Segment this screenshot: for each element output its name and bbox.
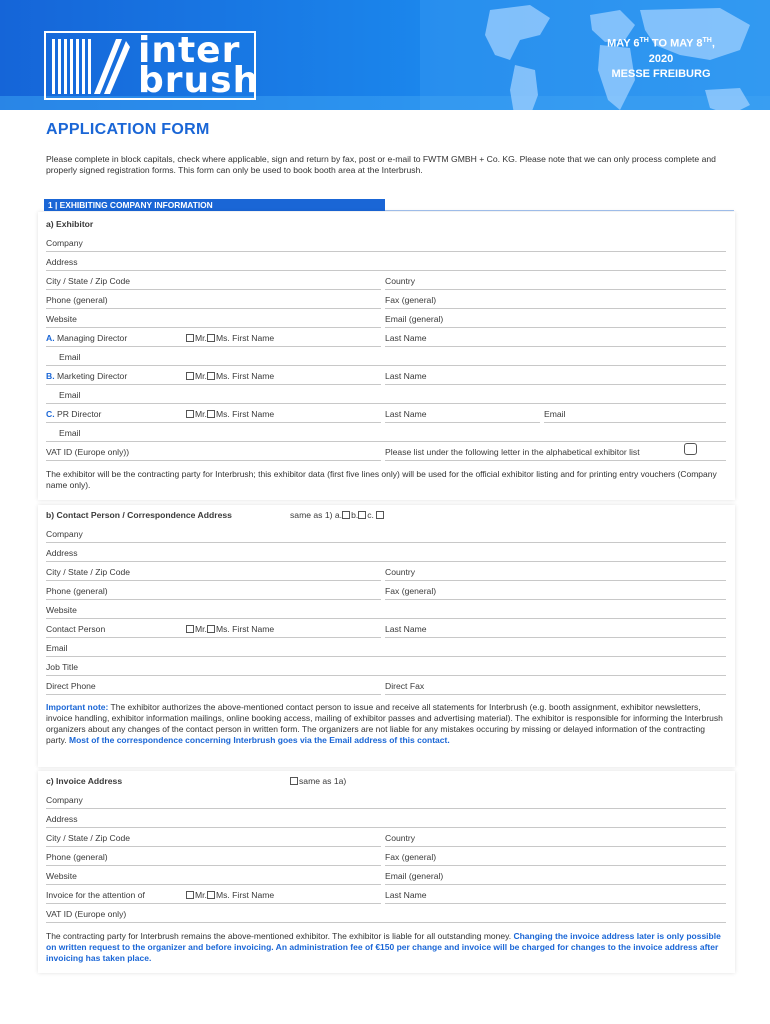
section-divider [44,210,734,211]
contact-person-salutation [186,624,274,634]
managing-director-last-name-label: Last Name [385,333,427,343]
marketing-director-first-name-field[interactable] [46,384,381,385]
invoice-address-label: Address [46,814,78,824]
marketing-director-label [46,371,127,381]
role-marketing-director: Marketing Director [56,371,128,381]
marketing-director-salutation [186,371,274,381]
managing-director-salutation [186,333,274,343]
invoice-company-label: Company [46,795,83,805]
contact-country-label: Country [385,567,416,577]
contact-job-title-field[interactable] [46,675,726,676]
invoice-same-as-label: same as 1a) [299,776,347,786]
invoice-fax-field[interactable] [385,865,726,866]
pr-director-email-field[interactable] [46,441,726,442]
pr-director-email-right-field[interactable] [544,422,726,423]
contact-company-label: Company [46,529,83,539]
mr-checkbox[interactable] [186,625,194,633]
pr-director-last-name-label: Last Name [385,409,427,419]
invoice-note-text: The contracting party for Interbrush remains the above-mentioned exhibitor. The exhibitor is liable for all outstanding money. [46,931,514,941]
contact-country-field[interactable] [385,580,726,581]
invoice-last-name-label: Last Name [385,890,427,900]
contact-email-label: Email [46,643,68,653]
exhibitor-vat-field[interactable] [46,460,381,461]
ms-checkbox[interactable] [207,410,215,418]
exhibitor-address-field[interactable] [46,270,726,271]
managing-director-email-label: Email [59,352,81,362]
contact-last-name-field[interactable] [385,637,726,638]
invoice-note [46,931,726,964]
pr-director-first-name-field[interactable] [46,422,381,423]
contact-address-label: Address [46,548,78,558]
exhibitor-country-label: Country [385,276,416,286]
first-name-label: Ms. First Name [215,333,275,343]
invoice-note-emphasis: Changing the invoice address later is only possible on written request to the organizer and before invoicing. An administration fee of €150 per change and invoice will be charged for changes to the invoice address after invoicing has taken place. [46,931,721,963]
managing-director-first-name-field[interactable] [46,346,381,347]
exhibitor-heading: a) Exhibitor [46,219,94,229]
first-name-label: Ms. First Name [215,409,275,419]
invoice-vat-field[interactable] [46,922,726,923]
same-as-b-checkbox[interactable] [358,511,366,519]
exhibitor-email-general-field[interactable] [385,327,726,328]
exhibitor-fax-label: Fax (general) [385,295,437,305]
exhibitor-website-field[interactable] [46,327,381,328]
ms-checkbox[interactable] [207,891,215,899]
marketing-director-email-label: Email [59,390,81,400]
contact-website-field[interactable] [46,618,726,619]
option-b-label: b. [351,510,359,520]
header-banner [0,0,770,110]
marketing-director-last-name-field[interactable] [385,384,726,385]
contact-website-label: Website [46,605,77,615]
invoice-city-field[interactable] [46,846,381,847]
invoice-heading: c) Invoice Address [46,776,123,786]
contact-email-field[interactable] [46,656,726,657]
exhibitor-city-label: City / State / Zip Code [46,276,131,286]
role-managing-director: Managing Director [56,333,128,343]
contact-company-field[interactable] [46,542,726,543]
invoice-fax-label: Fax (general) [385,852,437,862]
contact-city-label: City / State / Zip Code [46,567,131,577]
pr-director-label [46,409,101,419]
letter-a: A. [46,333,55,343]
exhibitor-phone-label: Phone (general) [46,295,108,305]
contact-last-name-label: Last Name [385,624,427,634]
marketing-director-last-name-label: Last Name [385,371,427,381]
ms-checkbox[interactable] [207,372,215,380]
logo-stripes-icon [52,39,132,94]
invoice-company-field[interactable] [46,808,726,809]
ms-checkbox[interactable] [207,334,215,342]
mr-label: Mr. [195,890,207,900]
alphabetical-list-label: Please list under the following letter in the alphabetical exhibitor list [385,447,640,457]
exhibitor-address-label: Address [46,257,78,267]
form-intro: Please complete in block capitals, check where applicable, sign and return by fax, post or e-mail to FWTM GMBH + Co. KG. Please note that we can only process complete and properly signed registration forms. This form can only be used to book booth area at the Interbrush. [46,154,716,175]
contact-direct-phone-field[interactable] [46,694,381,695]
exhibitor-company-label: Company [46,238,83,248]
event-venue: MESSE FREIBURG [611,67,711,80]
contact-fax-field[interactable] [385,599,726,600]
same-as-c-checkbox[interactable] [376,511,384,519]
contact-important-note [46,702,726,746]
contact-direct-fax-label: Direct Fax [385,681,425,691]
invoice-address-field[interactable] [46,827,726,828]
invoice-phone-label: Phone (general) [46,852,108,862]
mr-label: Mr. [195,624,207,634]
invoice-country-field[interactable] [385,846,726,847]
exhibitor-company-field[interactable] [46,251,726,252]
managing-director-last-name-field[interactable] [385,346,726,347]
invoice-website-label: Website [46,871,77,881]
contact-person-label: Contact Person [46,624,106,634]
contact-first-name-field[interactable] [46,637,381,638]
managing-director-email-field[interactable] [46,365,726,366]
role-pr-director: PR Director [56,409,102,419]
alphabet-letter-input[interactable] [684,443,697,455]
mr-checkbox[interactable] [186,891,194,899]
contact-direct-phone-label: Direct Phone [46,681,96,691]
event-dates [594,33,728,67]
mr-label: Mr. [195,333,207,343]
mr-checkbox[interactable] [186,410,194,418]
alphabet-divider [385,460,726,461]
date-start-suffix: TH [639,37,649,44]
invoice-same-as-checkbox[interactable] [290,777,298,785]
exhibitor-email-general-label: Email (general) [385,314,444,324]
logo-word-brush: brush [138,60,260,101]
date-end-suffix: TH [702,37,712,44]
mr-label: Mr. [195,409,207,419]
contact-fax-label: Fax (general) [385,586,437,596]
same-as-a-checkbox[interactable] [342,511,350,519]
note-emphasis: Most of the correspondence concerning Interbrush goes via the Email address of this contact. [69,735,450,745]
invoice-email-general-field[interactable] [385,884,726,885]
letter-c: C. [46,409,55,419]
invoice-website-field[interactable] [46,884,381,885]
exhibitor-country-field[interactable] [385,289,726,290]
contact-same-as [290,510,385,520]
date-end: TO MAY 8 [648,37,703,50]
exhibitor-vat-label: VAT ID (Europe only)) [46,447,130,457]
invoice-city-label: City / State / Zip Code [46,833,131,843]
invoice-phone-field[interactable] [46,865,381,866]
note-label: Important note: [46,702,109,712]
note-text: The exhibitor authorizes the above-mentioned contact person to issue and receive all statements for Interbrush (e.g. booth assignment, exhibitor newsletters, invoice handling, exhibitor information mailings, online booking access, mailing of exhibitor passes and advertising material). The exhibitor is responsible for informing the Interbrush organizers about any changes of the contact person in written form. The organizers are not liable for any mistakes occuring by missing or delayed information of the contracting party. [46,702,723,745]
form-title: APPLICATION FORM [46,121,210,138]
contact-address-field[interactable] [46,561,726,562]
mr-checkbox[interactable] [186,372,194,380]
exhibitor-phone-field[interactable] [46,308,381,309]
same-as-label: same as 1) a. [290,510,343,520]
contact-phone-field[interactable] [46,599,381,600]
letter-b: B. [46,371,55,381]
first-name-label: Ms. First Name [215,371,275,381]
exhibitor-city-field[interactable] [46,289,381,290]
ms-checkbox[interactable] [207,625,215,633]
first-name-label: Ms. First Name [215,624,275,634]
logo-word-inter: inter [138,30,241,71]
mr-label: Mr. [195,371,207,381]
exhibitor-website-label: Website [46,314,77,324]
contact-job-title-label: Job Title [46,662,79,672]
mr-checkbox[interactable] [186,334,194,342]
date-year: , 2020 [648,37,715,65]
marketing-director-email-field[interactable] [46,403,726,404]
section-header: 1 | EXHIBITING COMPANY INFORMATION [44,199,385,211]
invoice-country-label: Country [385,833,416,843]
exhibitor-fax-field[interactable] [385,308,726,309]
pr-director-email-label: Email [59,428,81,438]
invoice-email-general-label: Email (general) [385,871,444,881]
invoice-first-name-field[interactable] [46,903,381,904]
invoice-vat-label: VAT ID (Europe only) [46,909,127,919]
pr-director-email-right-label: Email [544,409,566,419]
contact-direct-fax-field[interactable] [385,694,726,695]
pr-director-salutation [186,409,274,419]
interbrush-logo [44,30,260,101]
invoice-last-name-field[interactable] [385,903,726,904]
managing-director-label [46,333,127,343]
contact-city-field[interactable] [46,580,381,581]
date-start: MAY 6 [607,37,640,50]
invoice-attention-label: Invoice for the attention of [46,890,145,900]
event-info [594,33,728,80]
invoice-attention-salutation [186,890,274,900]
pr-director-last-name-field[interactable] [385,422,540,423]
exhibitor-note: The exhibitor will be the contracting party for Interbrush; this exhibitor data (first five lines only) will be used for the official exhibitor listing and for printing entry vouchers (Company name only). [46,469,717,490]
contact-heading: b) Contact Person / Correspondence Address [46,510,232,520]
option-c-label: c. [367,510,374,520]
first-name-label: Ms. First Name [215,890,275,900]
invoice-same-as [290,776,346,786]
contact-phone-label: Phone (general) [46,586,108,596]
